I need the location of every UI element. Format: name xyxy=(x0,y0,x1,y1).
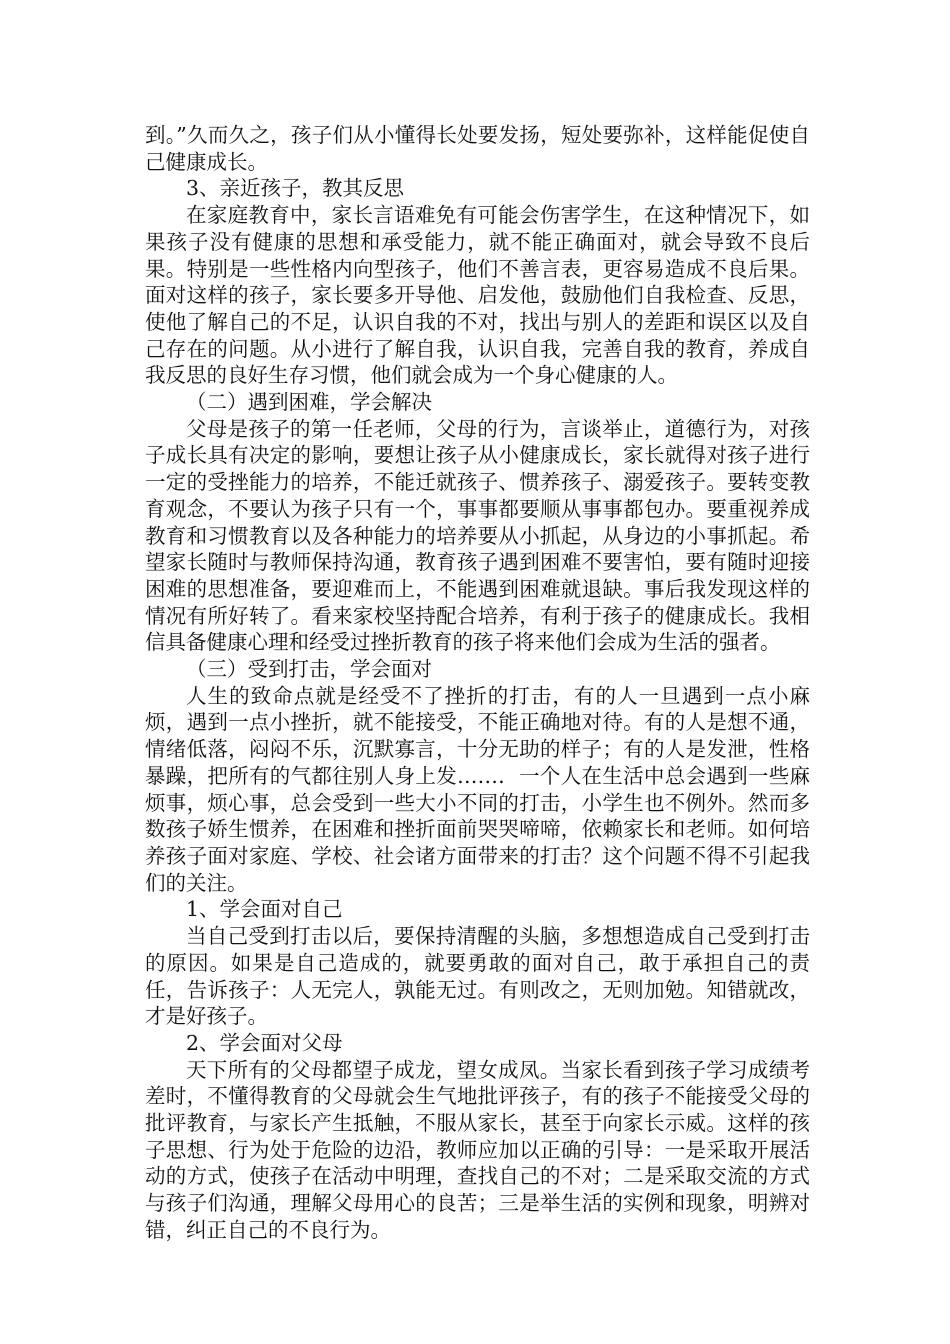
document-page xyxy=(145,122,810,1244)
paragraph-continued: 到。”久而久之，孩子们从小懂得长处要发扬，短处要弥补，这样能促使自己健康成长。 xyxy=(145,123,810,174)
paragraph-setbacks: 人生的致命点就是经受不了挫折的打击，有的人一旦遇到一点小麻烦，遇到一点小挫折，就不能接受，不能正确地对待。有的人是想不通，情绪低落，闷闷不乐，沉默寡言，十分无助的样子；有的人是发泄，性格暴躁，把所有的气都往别人身上发……．一个人在生活中总会遇到一些麻烦事，烦心事，总会受到一些大小不同的打击，小学生也不例外。然而多数孩子娇生惯养，在困难和挫折面前哭哭啼啼，依赖家长和老师。如何培养孩子面对家庭、学校、社会诸方面带来的打击？这个问题不得不引起我们的关注。 xyxy=(145,683,810,895)
paragraph-parents-first-teacher: 父母是孩子的第一任老师，父母的行为，言谈举止，道德行为，对孩子成长具有决定的影响，要想让孩子从小健康成长，家长就得对孩子进行一定的受挫能力的培养，不能迁就孩子、惯养孩子、溺爱孩子。要转变教育观念，不要认为孩子只有一个，事事都要顺从事事都包办。要重视养成教育和习惯教育以及各种能力的培养要从小抓起，从身边的小事抓起。希望家长随时与教师保持沟通，教育孩子遇到困难不要害怕，要有随时迎接困难的思想准备，要迎难而上，不能遇到困难就退缺。事后我发现这样的情况有所好转了。看来家校坚持配合培养，有利于孩子的健康成长。我相信具备健康心理和经受过挫折教育的孩子将来他们会成为生活的强者。 xyxy=(145,416,810,655)
section-heading-1-face-yourself: 1、学会面对自己 xyxy=(186,897,343,922)
paragraph-reflection: 在家庭教育中，家长言语难免有可能会伤害学生，在这种情况下，如果孩子没有健康的思想和承受能力，就不能正确面对，就会导致不良后果。特别是一些性格内向型孩子，他们不善言表，更容易造成不良后果。面对这样的孩子，家长要多开导他、启发他，鼓励他们自我检查、反思，使他了解自己的不足，认识自我的不对，找出与别人的差距和误区以及自己存在的问题。从小进行了解自我，认识自我，完善自我的教育，养成自我反思的良好生存习惯，他们就会成为一个身心健康的人。 xyxy=(145,203,810,388)
section-heading-2-face-parents: 2、学会面对父母 xyxy=(186,1030,343,1055)
section-heading-2-facing-difficulty: （二）遇到困难，学会解决 xyxy=(186,390,432,415)
section-heading-3-facing-setbacks: （三）受到打击，学会面对 xyxy=(186,657,432,682)
section-heading-3-close-to-children: 3、亲近孩子，教其反思 xyxy=(186,176,405,201)
paragraph-face-yourself: 当自己受到打击以后，要保持清醒的头脑，多想想造成自己受到打击的原因。如果是自己造成的，就要勇敢的面对自己，敢于承担自己的责任，告诉孩子：人无完人，孰能无过。有则改之，无则加勉。知错就改，才是好孩子。 xyxy=(145,924,810,1029)
paragraph-face-parents: 天下所有的父母都望子成龙，望女成凤。当家长看到孩子学习成绩考差时，不懂得教育的父母就会生气地批评孩子，有的孩子不能接受父母的批评教育，与家长产生抵触，不服从家长，甚至于向家长示威。这样的孩子思想、行为处于危险的边沿，教师应加以正确的引导：一是采取开展活动的方式，使孩子在活动中明理，查找自己的不对；二是采取交流的方式与孩子们沟通，理解父母用心的良苦；三是举生活的实例和现象，明辨对错，纠正自己的不良行为。 xyxy=(145,1057,810,1242)
